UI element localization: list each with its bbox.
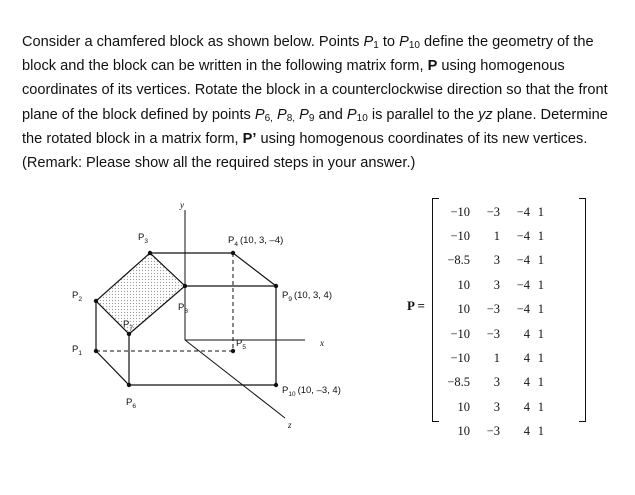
subscript: 8, [286, 112, 296, 124]
vertex-dot [148, 251, 152, 255]
matrix-cell: 4 [523, 375, 530, 390]
subscript: 10 [408, 40, 420, 51]
matrix-cell: −4 [516, 253, 530, 268]
matrix-row [438, 371, 544, 395]
label-p7: $P_7$ [123, 319, 133, 332]
matrix-cell: 1 [537, 351, 544, 366]
matrix-row [438, 395, 544, 419]
vertex-dot [274, 383, 278, 387]
matrix-row [438, 420, 544, 444]
label-p5: $P_5$ [236, 338, 246, 351]
label-p9: $P_9$ (10, 3, 4) [282, 290, 332, 303]
label-p1: $P_1$ [72, 344, 82, 357]
text-part: using homogenous coordinates of its new vertices. (Remark: Please show all the required steps in your answer.) [22, 130, 588, 172]
vertex-dot [94, 349, 98, 353]
matrix-name: P = [407, 298, 425, 313]
matrix-cell: 3 [493, 375, 500, 390]
point-symbol: P [299, 106, 309, 123]
vertex-dot [127, 383, 131, 387]
subscript: 1 [373, 40, 379, 51]
point-symbol: P [346, 106, 357, 123]
problem-statement [22, 30, 622, 175]
axis-label-x: x [320, 338, 324, 348]
matrix-cell: 1 [493, 351, 500, 366]
matrix-cell: −4 [516, 204, 530, 219]
block-figure [60, 200, 360, 435]
text-part: to [378, 34, 400, 50]
label-p2: $P_2$ [72, 290, 82, 303]
point-symbol: P [254, 106, 265, 123]
label-p10: $P_{10}$ (10, –3, 4) [282, 385, 341, 398]
matrix-row [438, 298, 544, 322]
matrix-cell: −3 [486, 326, 500, 341]
matrix-cell: −3 [486, 302, 500, 317]
matrix-table [438, 200, 544, 444]
matrix-cell: 4 [523, 399, 530, 414]
matrix-cell: 3 [493, 253, 500, 268]
label-p8: $P_8$ [178, 302, 188, 315]
matrix-cell: 1 [537, 326, 544, 341]
matrix-cell: −4 [516, 302, 530, 317]
matrix-cell: 1 [537, 302, 544, 317]
matrix-cell: −8.5 [447, 375, 470, 390]
matrix-cell: 1 [537, 229, 544, 244]
vertex-dot [183, 284, 187, 288]
matrix-cell: 1 [537, 277, 544, 292]
matrix-cell: −3 [486, 204, 500, 219]
matrix-symbol-p: P [427, 58, 438, 75]
matrix-row [438, 346, 544, 370]
matrix-cell: 3 [493, 277, 500, 292]
matrix-cell: −4 [516, 229, 530, 244]
label-p6: $P_6$ [126, 397, 136, 410]
matrix-row [438, 322, 544, 346]
matrix-row [438, 200, 544, 224]
matrix-cell: 10 [457, 302, 470, 317]
matrix-cell: 4 [523, 424, 530, 439]
matrix-cell: −10 [450, 326, 470, 341]
matrix-cell: −3 [486, 424, 500, 439]
matrix-row [438, 273, 544, 297]
edge [233, 253, 276, 286]
matrix-cell: 1 [537, 204, 544, 219]
text-part: is parallel to the [367, 106, 479, 123]
matrix-cell: 10 [457, 424, 470, 439]
edge [96, 351, 129, 385]
matrix-cell: −10 [450, 204, 470, 219]
matrix-bracket-right [579, 198, 586, 422]
matrix-cell: 4 [523, 326, 530, 341]
matrix-p [405, 190, 635, 439]
matrix-cell: 10 [457, 399, 470, 414]
matrix-cell: 1 [537, 424, 544, 439]
matrix-row [438, 249, 544, 273]
matrix-cell: 1 [537, 253, 544, 268]
plane-name: yz [478, 106, 493, 123]
text-part: using homogenous coordinates of its vertices. Rotate the block in a counterclockwise direction so that the front plane of the block defined by points [22, 58, 608, 123]
vertex-dot [231, 251, 235, 255]
text-part: plane. Determine the rotated block in a matrix form, [22, 106, 608, 147]
matrix-symbol-p-prime: P’ [242, 130, 257, 147]
chamfer-face [96, 253, 185, 334]
matrix-cell: 3 [493, 399, 500, 414]
subscript: 10 [356, 112, 368, 124]
matrix-cell: −4 [516, 277, 530, 292]
text-part: Consider a chamfered block as shown below. Points [22, 34, 364, 50]
subscript: 6, [264, 112, 273, 124]
vertex-dot [94, 299, 98, 303]
vertex-dot [231, 349, 235, 353]
matrix-cell: −10 [450, 229, 470, 244]
subscript: 9 [308, 112, 315, 124]
point-symbol: P [399, 34, 409, 50]
matrix-row [438, 224, 544, 248]
text-part: and [314, 106, 347, 123]
label-p4: $P_4$ (10, 3, –4) [228, 235, 284, 248]
matrix-cell: −8.5 [447, 253, 470, 268]
text-part: define the geometry of the block and the block can be written in the following matrix form, [22, 34, 594, 75]
point-symbol: P [277, 106, 287, 123]
point-symbol: P [363, 34, 374, 50]
matrix-cell: 10 [457, 277, 470, 292]
matrix-cell: 1 [537, 399, 544, 414]
axis-label-z: z [288, 420, 292, 430]
matrix-cell: −10 [450, 351, 470, 366]
vertex-dot [127, 332, 131, 336]
axis-label-y: y [180, 200, 184, 210]
matrix-cell: 1 [493, 229, 500, 244]
vertex-dot [274, 284, 278, 288]
label-p3: $P_3$ [138, 232, 148, 245]
matrix-cell: 1 [537, 375, 544, 390]
matrix-cell: 4 [523, 351, 530, 366]
